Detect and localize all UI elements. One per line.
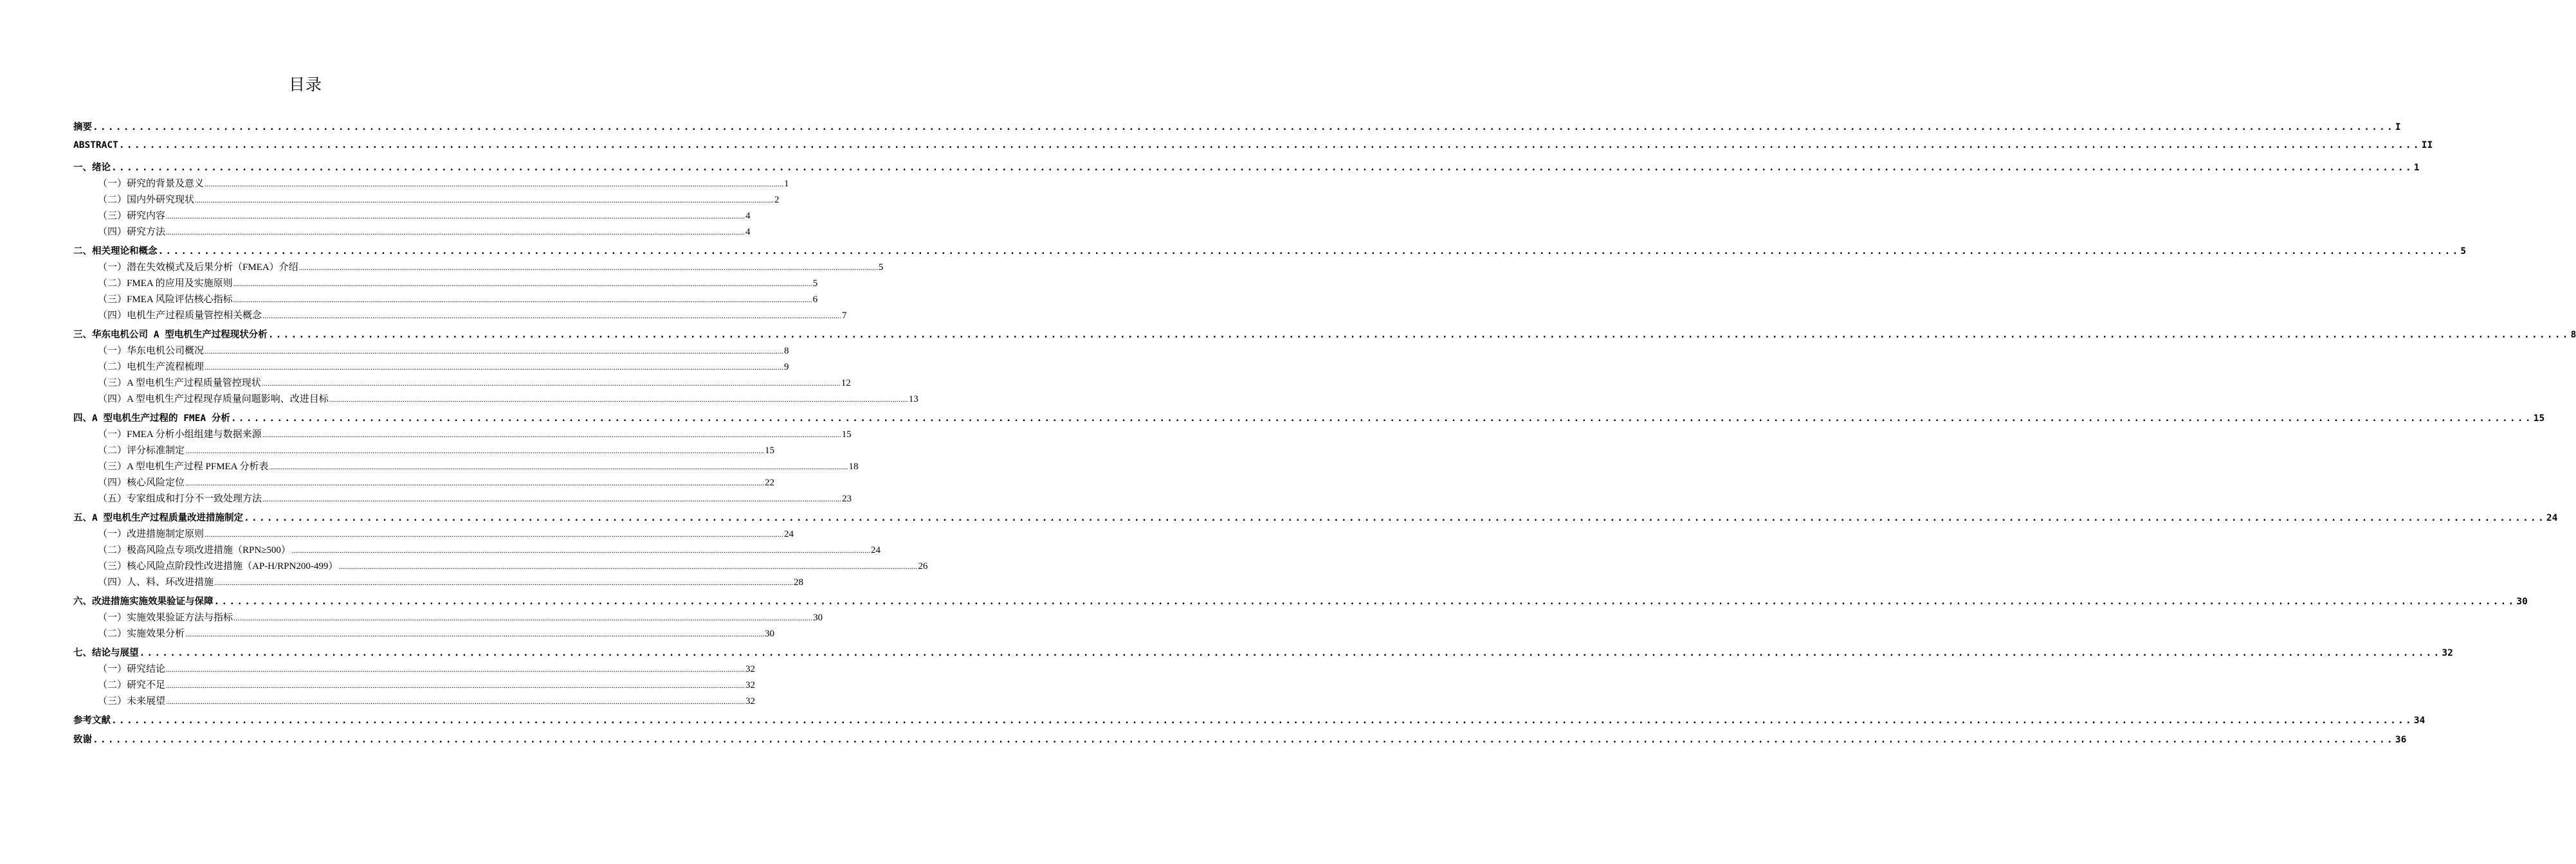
dot-leader: ............................................................................................................................................................................................................................................................................................................ <box>230 413 2533 424</box>
toc-section-entry[interactable] <box>98 343 789 357</box>
toc-section-entry[interactable] <box>98 260 884 273</box>
toc-section-entry[interactable] <box>98 392 918 405</box>
toc-chapter-entry[interactable] <box>73 244 2467 257</box>
toc-section-entry[interactable] <box>98 176 789 190</box>
toc-entry-label: （三）未来展望 <box>98 696 166 706</box>
dot-leader: ............................................................................................................................................................................................................................................................................................................ <box>329 395 908 404</box>
toc-entry-label: 三、华东电机公司 A 型电机生产过程现状分析 <box>73 330 268 340</box>
dot-leader: ............................................................................................................................................................................................................................................................................................................ <box>262 311 842 320</box>
toc-entry-label: 一、绪论 <box>73 163 111 173</box>
dot-leader: ............................................................................................................................................................................................................................................................................................................ <box>298 263 878 272</box>
toc-section-entry[interactable] <box>98 359 789 373</box>
toc-page-number: 32 <box>2442 648 2453 658</box>
toc-entry-label: （四）核心风险定位 <box>98 478 185 488</box>
toc-page-number: 9 <box>784 362 789 372</box>
toc-page-number: 5 <box>878 262 884 273</box>
dot-leader: ............................................................................................................................................................................................................................................................................................................ <box>166 681 745 690</box>
toc-chapter-entry[interactable] <box>73 120 2401 133</box>
toc-page-number: 13 <box>908 394 918 404</box>
toc-entry-label: （一）改进措施制定原则 <box>98 529 205 539</box>
toc-page-number: 18 <box>848 462 859 472</box>
toc-section-entry[interactable] <box>98 427 852 440</box>
dot-leader: ............................................................................................................................................................................................................................................................................................................ <box>261 379 841 388</box>
dot-leader: ............................................................................................................................................................................................................................................................................................................ <box>93 735 2395 745</box>
toc-page-number: 6 <box>812 294 818 305</box>
toc-page-number: 1 <box>784 179 789 189</box>
dot-leader: ............................................................................................................................................................................................................................................................................................................ <box>214 578 794 587</box>
dot-leader: ............................................................................................................................................................................................................................................................................................................ <box>269 462 848 471</box>
toc-entry-label: （四）A 型电机生产过程现存质量问题影响、改进目标 <box>98 394 329 404</box>
toc-entry-label: （一）华东电机公司概况 <box>98 346 205 356</box>
toc-page-number: 32 <box>745 696 756 706</box>
dot-leader: ............................................................................................................................................................................................................................................................................................................ <box>214 597 2516 607</box>
dot-leader: ............................................................................................................................................................................................................................................................................................................ <box>233 279 812 288</box>
dot-leader: ............................................................................................................................................................................................................................................................................................................ <box>205 179 784 188</box>
dot-leader: ............................................................................................................................................................................................................................................................................................................ <box>166 212 745 221</box>
toc-chapter-entry[interactable] <box>73 510 2558 524</box>
toc-section-entry[interactable] <box>98 491 852 505</box>
toc-entry-label: （三）A 型电机生产过程 PFMEA 分析表 <box>98 462 269 472</box>
toc-chapter-entry[interactable] <box>73 713 2425 726</box>
dot-leader: ............................................................................................................................................................................................................................................................................................................ <box>93 122 2395 132</box>
toc-page-number: 8 <box>784 346 789 356</box>
toc-section-entry[interactable] <box>98 459 859 473</box>
toc-page-number: 2 <box>774 195 780 205</box>
toc-page-number: 4 <box>745 227 751 237</box>
toc-entry-label: 参考文献 <box>73 716 111 726</box>
dot-leader: ............................................................................................................................................................................................................................................................................................................ <box>195 195 774 204</box>
toc-entry-label: （二）极高风险点专项改进措施（RPN≥500） <box>98 545 291 555</box>
toc-page-number: 15 <box>765 446 775 456</box>
toc-page-number: 5 <box>2460 246 2467 256</box>
toc-section-entry[interactable] <box>98 526 794 540</box>
toc-entry-label: 七、结论与展望 <box>73 648 139 658</box>
toc-entry-label: （四）研究方法 <box>98 227 166 237</box>
toc-page-number: 7 <box>842 310 847 321</box>
dot-leader: ............................................................................................................................................................................................................................................................................................................ <box>185 446 765 455</box>
dot-leader: ............................................................................................................................................................................................................................................................................................................ <box>233 295 812 304</box>
toc-entry-label: （二）国内外研究现状 <box>98 195 195 205</box>
dot-leader: ............................................................................................................................................................................................................................................................................................................ <box>166 665 745 674</box>
dot-leader: ............................................................................................................................................................................................................................................................................................................ <box>268 330 2570 340</box>
toc-page-number: 32 <box>745 680 756 690</box>
toc-section-entry[interactable] <box>98 192 780 206</box>
toc-entry-label: （一）研究的背景及意义 <box>98 179 205 189</box>
toc-entry-label: （二）电机生产流程梳理 <box>98 362 205 372</box>
toc-entry-label: （三）A 型电机生产过程质量管控现状 <box>98 378 261 388</box>
toc-section-entry[interactable] <box>98 208 751 222</box>
toc-section-entry[interactable] <box>98 559 928 572</box>
toc-page-number: 12 <box>841 378 851 388</box>
toc-page-number: 24 <box>784 529 794 539</box>
toc-entry-label: ABSTRACT <box>73 140 118 150</box>
toc-section-entry[interactable] <box>98 626 775 640</box>
toc-entry-label: （二）评分标准制定 <box>98 446 185 456</box>
toc-section-entry[interactable] <box>98 543 881 556</box>
dot-leader: ............................................................................................................................................................................................................................................................................................................ <box>233 613 813 622</box>
toc-section-entry[interactable] <box>98 662 756 675</box>
toc-entry-label: （二）研究不足 <box>98 680 166 690</box>
toc-entry-label: （一）潜在失效模式及后果分析（FMEA）介绍 <box>98 262 298 273</box>
dot-leader: ............................................................................................................................................................................................................................................................................................................ <box>111 163 2413 173</box>
dot-leader: ............................................................................................................................................................................................................................................................................................................ <box>166 228 745 237</box>
dot-leader: ............................................................................................................................................................................................................................................................................................................ <box>262 430 841 439</box>
toc-entry-label: （二）实施效果分析 <box>98 629 185 639</box>
toc-section-entry[interactable] <box>98 292 818 305</box>
toc-section-entry[interactable] <box>98 276 818 289</box>
toc-page-number: 22 <box>765 478 775 488</box>
toc-page-number: 34 <box>2413 716 2425 726</box>
dot-leader: ............................................................................................................................................................................................................................................................................................................ <box>291 546 870 555</box>
toc-entry-label: 四、A 型电机生产过程的 FMEA 分析 <box>73 413 230 424</box>
toc-page-number: 24 <box>870 545 881 555</box>
toc-entry-label: （四）电机生产过程质量管控相关概念 <box>98 310 262 321</box>
toc-page-number: 32 <box>745 664 756 674</box>
toc-entry-label: 摘要 <box>73 122 92 132</box>
dot-leader: ............................................................................................................................................................................................................................................................................................................ <box>205 530 784 539</box>
dot-leader: ............................................................................................................................................................................................................................................................................................................ <box>338 562 918 571</box>
toc-section-entry[interactable] <box>98 575 804 588</box>
page-title: 目录 <box>288 75 322 94</box>
toc-page-number: 26 <box>918 561 928 572</box>
toc-section-entry[interactable] <box>98 610 823 624</box>
toc-entry-label: （一）FMEA 分析小组组建与数据来源 <box>98 429 262 440</box>
dot-leader: ............................................................................................................................................................................................................................................................................................................ <box>262 494 842 503</box>
toc-page-number: 30 <box>765 629 775 639</box>
toc-page-number: 1 <box>2413 163 2420 173</box>
dot-leader: ............................................................................................................................................................................................................................................................................................................ <box>185 478 765 487</box>
toc-entry-label: 六、改进措施实施效果验证与保障 <box>73 597 214 607</box>
toc-page-number: II <box>2421 140 2433 150</box>
toc-section-entry[interactable] <box>98 443 775 456</box>
toc-entry-label: （三）核心风险点阶段性改进措施（AP-H/RPN200-499） <box>98 561 338 572</box>
toc-chapter-entry[interactable] <box>73 160 2420 174</box>
toc-page-number: 28 <box>794 577 804 588</box>
toc-page-number: 30 <box>813 613 823 623</box>
toc-entry-label: （四）人、料、环改进措施 <box>98 577 214 588</box>
toc-section-entry[interactable] <box>98 375 851 389</box>
toc-entry-label: （一）研究结论 <box>98 664 166 674</box>
toc-entry-label: 致谢 <box>73 735 92 745</box>
toc-chapter-entry[interactable] <box>73 732 2407 746</box>
toc-section-entry[interactable] <box>98 694 756 707</box>
toc-section-entry[interactable] <box>98 308 847 321</box>
toc-page-number: 15 <box>841 429 852 440</box>
toc-chapter-entry[interactable] <box>73 594 2528 608</box>
toc-section-entry[interactable] <box>98 678 756 691</box>
toc-section-entry[interactable] <box>98 224 751 238</box>
dot-leader: ............................................................................................................................................................................................................................................................................................................ <box>111 716 2413 726</box>
toc-page-number: 24 <box>2546 513 2558 523</box>
toc-entry-label: （三）研究内容 <box>98 211 166 221</box>
toc-entry-label: （三）FMEA 风险评估核心指标 <box>98 294 233 305</box>
toc-page-number: 8 <box>2570 330 2576 340</box>
toc-entry-label: （二）FMEA 的应用及实施原则 <box>98 278 233 289</box>
toc-chapter-entry[interactable] <box>73 327 2576 341</box>
toc-page-number: 5 <box>812 278 818 289</box>
toc-page-number: I <box>2395 122 2401 132</box>
dot-leader: ............................................................................................................................................................................................................................................................................................................ <box>185 629 765 638</box>
dot-leader: ............................................................................................................................................................................................................................................................................................................ <box>243 513 2546 523</box>
toc-page-number: 15 <box>2533 413 2545 424</box>
dot-leader: ............................................................................................................................................................................................................................................................................................................ <box>118 140 2421 150</box>
toc-chapter-entry[interactable] <box>73 140 2433 150</box>
dot-leader: ............................................................................................................................................................................................................................................................................................................ <box>139 648 2442 658</box>
toc-entry-label: 二、相关理论和概念 <box>73 246 158 256</box>
toc-page-number: 30 <box>2516 597 2528 607</box>
toc-entry-label: （五）专家组成和打分不一致处理方法 <box>98 494 262 504</box>
dot-leader: ............................................................................................................................................................................................................................................................................................................ <box>166 697 745 706</box>
dot-leader: ............................................................................................................................................................................................................................................................................................................ <box>205 346 784 356</box>
toc-page-number: 36 <box>2395 735 2407 745</box>
toc-page-number: 23 <box>842 494 852 504</box>
toc-chapter-entry[interactable] <box>73 411 2545 424</box>
toc-section-entry[interactable] <box>98 475 775 489</box>
toc-page-number: 4 <box>745 211 751 221</box>
dot-leader: ............................................................................................................................................................................................................................................................................................................ <box>205 363 784 372</box>
toc-entry-label: 五、A 型电机生产过程质量改进措施制定 <box>73 513 243 523</box>
toc-entry-label: （一）实施效果验证方法与指标 <box>98 613 233 623</box>
dot-leader: ............................................................................................................................................................................................................................................................................................................ <box>158 246 2460 256</box>
toc-chapter-entry[interactable] <box>73 645 2453 659</box>
